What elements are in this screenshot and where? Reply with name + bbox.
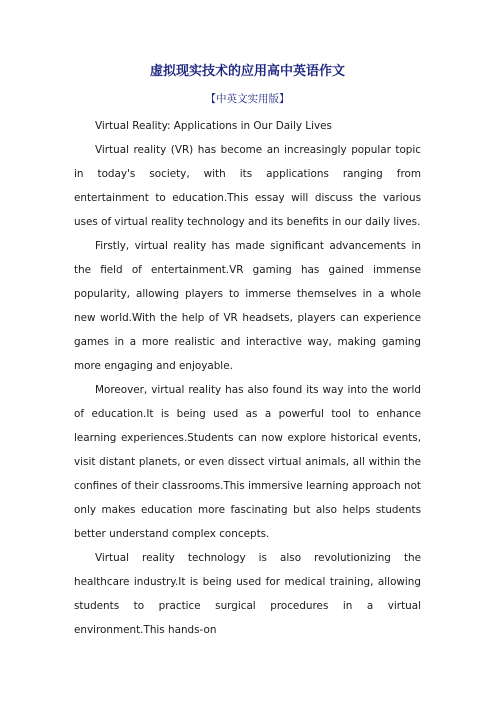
paragraph-entertainment: Firstly, virtual reality has made significant advancements in the field of entertainment.VR gaming has gained immense popularity, allowing players to immerse themselves in a whole new world.With the help of VR headsets, players can experience games in a more realistic and interactive way, making gaming more engaging and enjoyable. <box>74 240 421 372</box>
paragraph-intro: Virtual reality (VR) has become an increasingly popular topic in today's society, with its applications ranging from entertainment to education.This essay will discuss the various uses of virtual reality technology and its benefits in our daily lives. <box>74 144 421 228</box>
document-subtitle: 【中英文实用版】 <box>205 93 290 105</box>
document-title: 虚拟现实技术的应用高中英语作文 <box>149 64 345 79</box>
essay-heading: Virtual Reality: Applications in Our Daily Lives <box>95 120 332 132</box>
paragraph-education: Moreover, virtual reality has also found its way into the world of education.It is being used as a powerful tool to enhance learning experiences.Students can now explore historical events, visit distant planets, or even dissect virtual animals, all within the confines of their classrooms.This immersive learning approach not only makes education more fascinating but also helps students better understand complex concepts. <box>74 384 421 540</box>
paragraph-healthcare: Virtual reality technology is also revolutionizing the healthcare industry.It is being used for medical training, allowing students to practice surgical procedures in a virtual environment.This hands-on <box>74 552 421 636</box>
